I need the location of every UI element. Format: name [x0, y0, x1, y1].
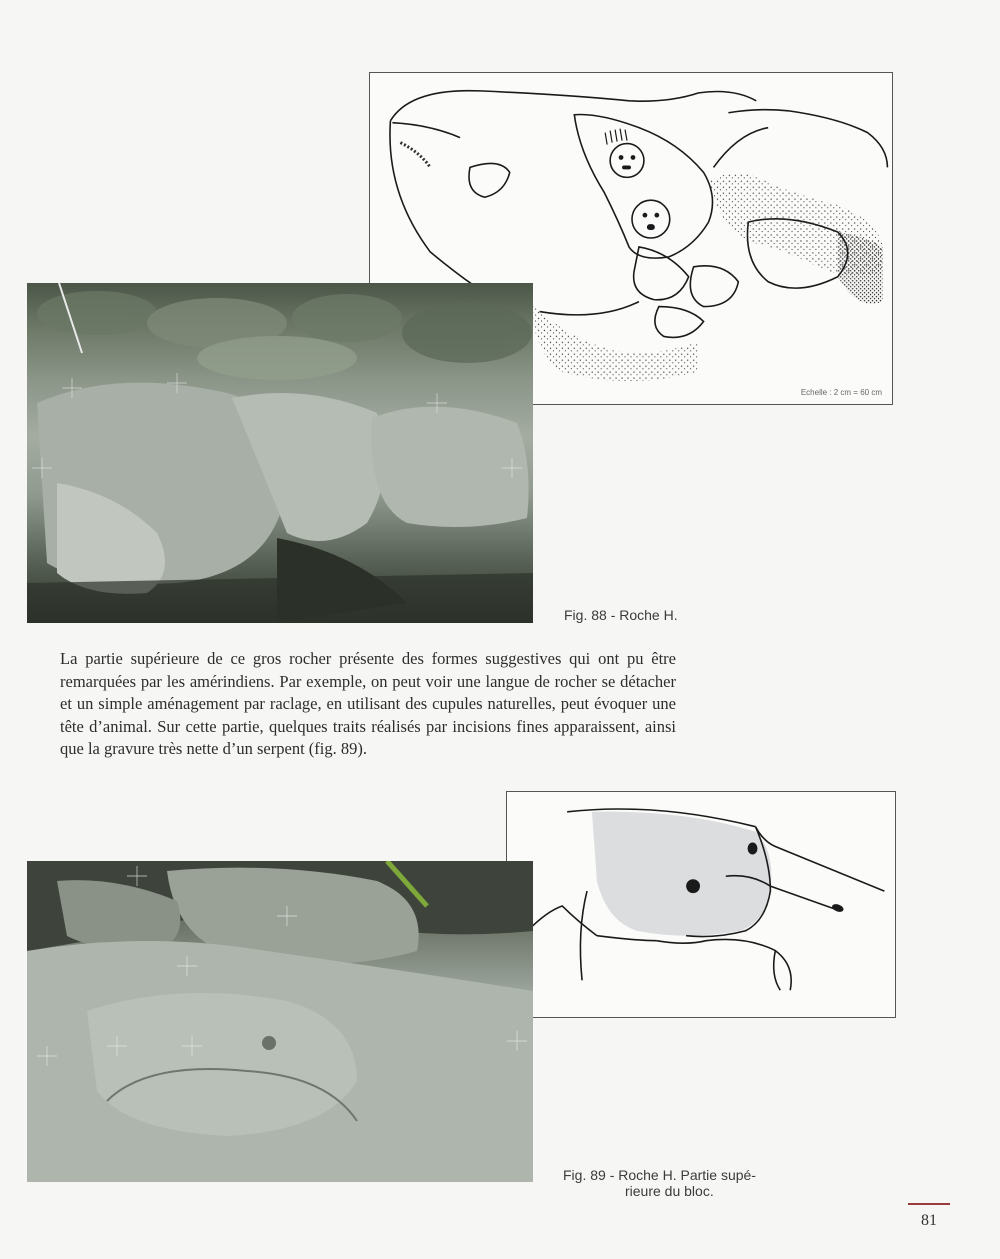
- caption-line-2: rieure du bloc.: [625, 1183, 714, 1199]
- caption-line-1: Fig. 89 - Roche H. Partie supé-: [563, 1167, 756, 1183]
- rock-photo: [27, 283, 533, 623]
- rock-photo: [27, 861, 533, 1182]
- scale-note: Echelle : 2 cm = 60 cm: [800, 388, 882, 397]
- paragraph-text: La partie supérieure de ce gros rocher présente des formes suggestives qui ont pu être remarquées par les amérindiens. Par exemple, on peut voir une langue de rocher se détacher et un simple aménagement par raclage, en utilisant des cupules naturelles, peut évoquer une tête d’animal. Sur cette partie, quelques traits réalisés par incisions fines apparaissent, ainsi que la gravure très nette d’un serpent (fig. 89).: [60, 649, 676, 758]
- page-number-rule: [908, 1203, 950, 1205]
- snake-engraving-drawing: [507, 792, 895, 1017]
- figure-89-photo: [27, 861, 533, 1182]
- body-paragraph: [60, 648, 676, 761]
- figure-89-caption: [563, 1167, 813, 1199]
- figure-88-caption: Fig. 88 - Roche H.: [564, 607, 678, 623]
- figure-89-drawing: [506, 791, 896, 1018]
- figure-88-photo: [27, 283, 533, 623]
- page-number: 81: [921, 1212, 937, 1229]
